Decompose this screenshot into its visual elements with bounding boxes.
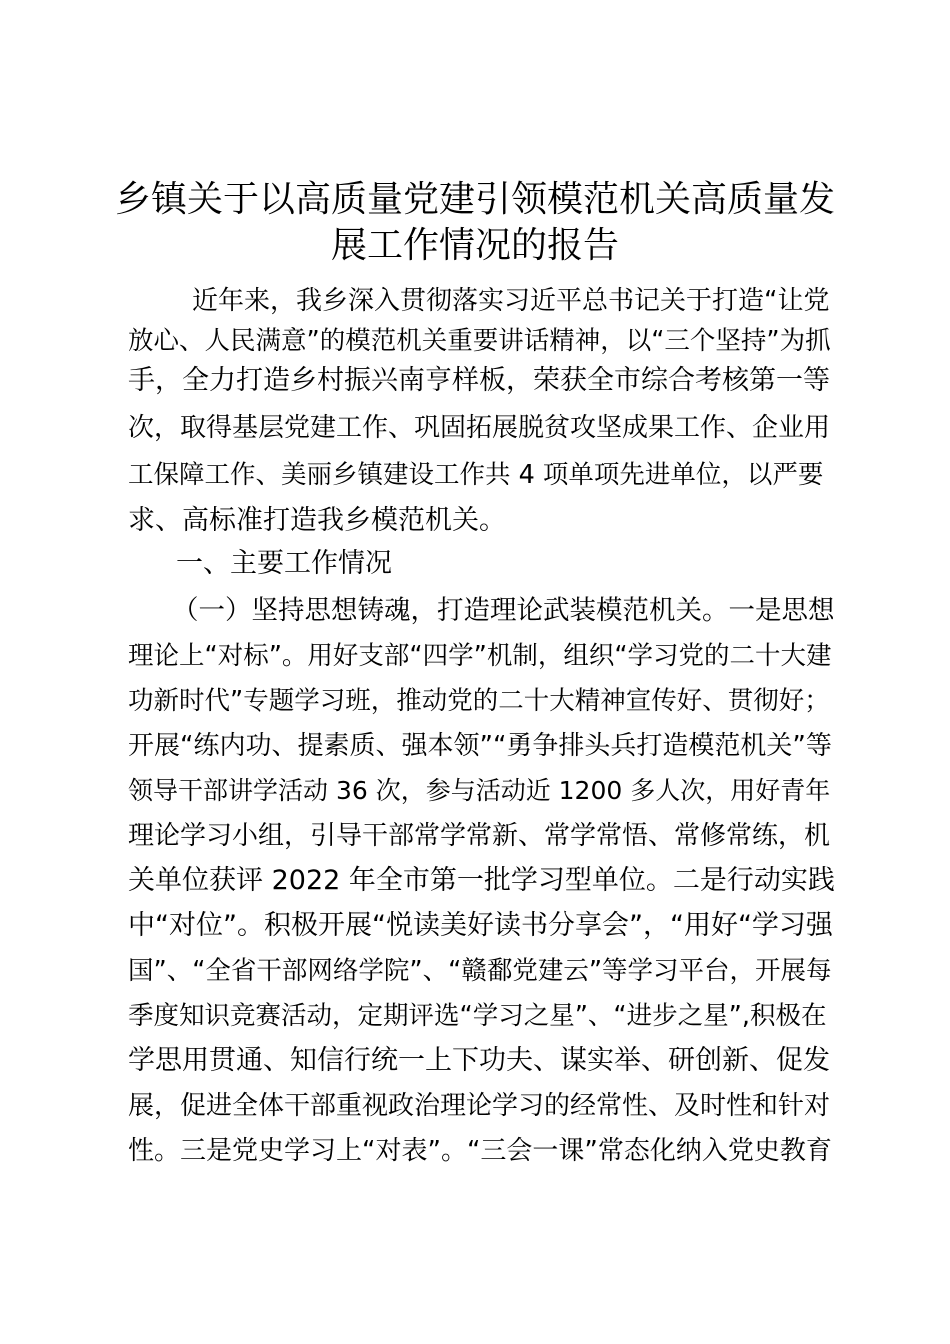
body-line-12: 领导干部讲学活动 36 次，参与活动近 1200 多人次，用好青年: [128, 776, 831, 805]
body-line-8: （一）坚持思想铸魂，打造理论武装模范机关。一是思想: [172, 595, 835, 626]
body-line-16: 国”、“全省干部网络学院”、“赣鄱党建云”等学习平台，开展每: [128, 956, 832, 986]
section-heading: 一、主要工作情况: [176, 548, 392, 579]
body-line-2: 放心、人民满意”的模范机关重要讲话精神，以“三个坚持”为抓: [128, 326, 831, 356]
document-title-line-1: 乡镇关于以高质量党建引领模范机关高质量发: [114, 179, 835, 220]
body-line-3: 手，全力打造乡村振兴南亨样板，荣获全市综合考核第一等: [128, 365, 830, 396]
body-line-4: 次，取得基层党建工作、巩固拓展脱贫攻坚成果工作、企业用: [128, 413, 831, 443]
body-line-11: 开展“练内功、提素质、强本领”“勇争排头兵打造模范机关”等: [128, 731, 832, 761]
body-line-14: 关单位获评 2022 年全市第一批学习型单位。二是行动实践: [128, 865, 835, 896]
body-line-5: 工保障工作、美丽乡镇建设工作共 4 项单项先进单位，以严要: [128, 460, 824, 490]
body-line-9: 理论上“对标”。用好支部“四学”机制，组织“学习党的二十大建: [128, 641, 832, 671]
body-line-17: 季度知识竞赛活动，定期评选“学习之星”、“进步之星”,积极在: [128, 1001, 827, 1031]
body-line-19: 展，促进全体干部重视政治理论学习的经常性、及时性和针对: [128, 1091, 831, 1121]
body-line-20: 性。三是党史学习上“对表”。“三会一课”常态化纳入党史教育: [128, 1136, 832, 1166]
body-line-15: 中“对位”。积极开展“悦读美好读书分享会”，“用好“学习强: [128, 910, 833, 941]
body-line-13: 理论学习小组，引导干部常学常新、常学常悟、常修常练，机: [128, 821, 831, 851]
document-title-line-2: 展工作情况的报告: [330, 225, 619, 266]
body-line-1: 近年来，我乡深入贯彻落实习近平总书记关于打造“让党: [192, 286, 830, 316]
body-line-6: 求、高标准打造我乡模范机关。: [128, 505, 506, 536]
body-line-18: 学思用贯通、知信行统一上下功夫、谋实举、研创新、促发: [128, 1045, 830, 1076]
body-line-10: 功新时代”专题学习班，推动党的二十大精神宣传好、贯彻好；: [128, 686, 830, 716]
